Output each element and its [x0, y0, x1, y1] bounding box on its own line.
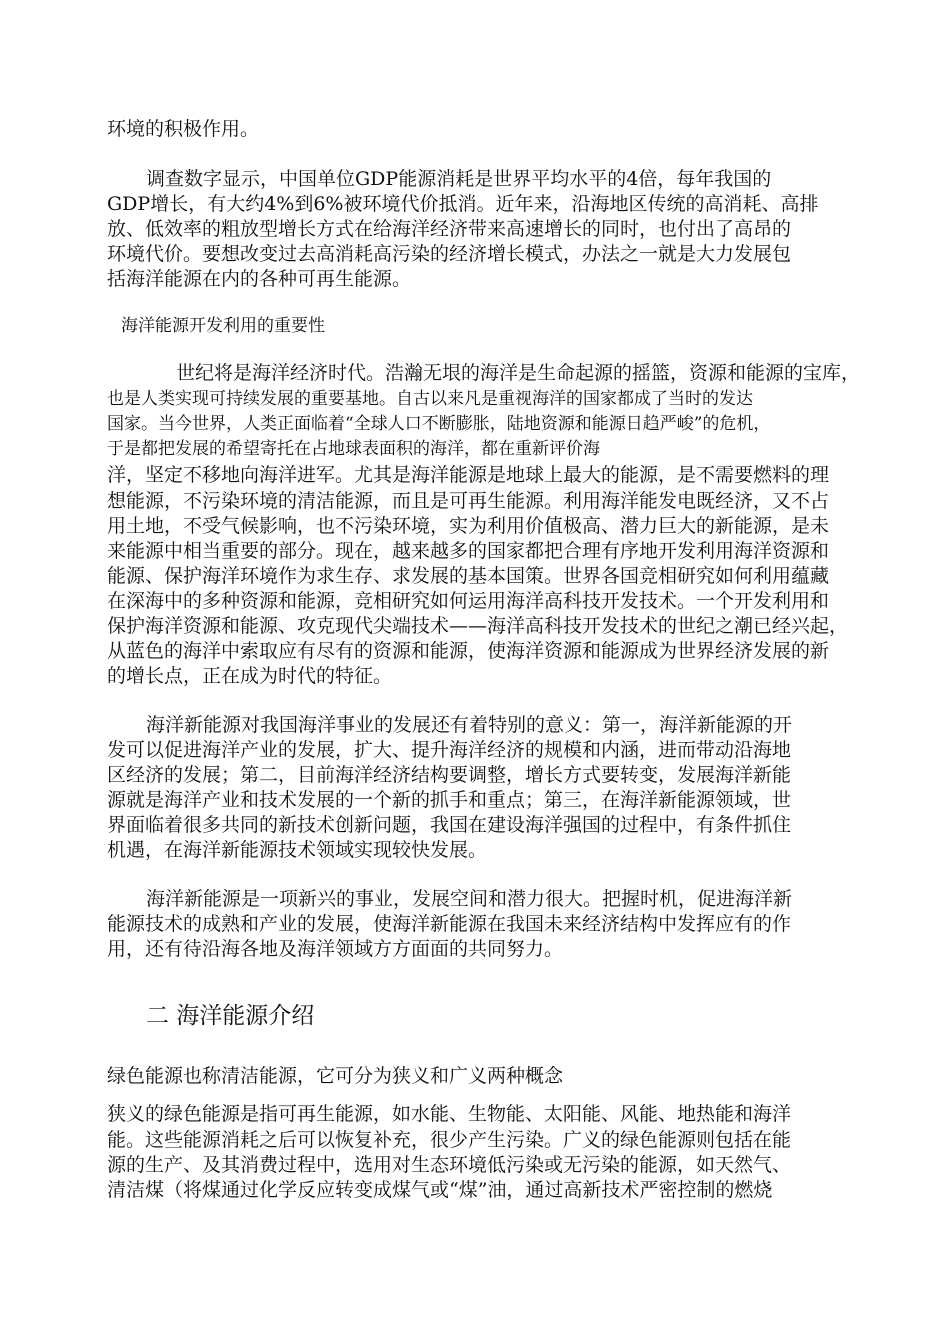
text-line: 源的生产、及其消费过程中，选用对生态环境低污染或无污染的能源，如天然气、: [107, 1154, 792, 1176]
text-line: 括海洋能源在内的各种可再生能源。: [107, 268, 412, 290]
text-line: 绿色能源也称清洁能源，它可分为狭义和广义两种概念: [107, 1065, 564, 1087]
section-heading: 二 海洋能源介绍: [146, 1003, 315, 1029]
text-line: 调查数字显示，中国单位GDP能源消耗是世界平均水平的4倍，每年我国的: [146, 168, 772, 190]
subheading: 海洋能源开发利用的重要性: [121, 316, 325, 336]
text-line: 能源技术的成熟和产业的发展，使海洋新能源在我国未来经济结构中发挥应有的作: [107, 913, 792, 935]
text-line: 洋，坚定不移地向海洋进军。尤其是海洋能源是地球上最大的能源，是不需要燃料的理: [107, 464, 830, 486]
text-line: 环境的积极作用。: [107, 118, 260, 140]
text-line: 能。这些能源消耗之后可以恢复补充，很少产生污染。广义的绿色能源则包括在能: [107, 1129, 792, 1151]
text-line: 用，还有待沿海各地及海洋领域方方面面的共同努力。: [107, 938, 564, 960]
text-line: 想能源，不污染环境的清洁能源，而且是可再生能源。利用海洋能发电既经济，又不占: [107, 490, 830, 512]
text-line: 的增长点，正在成为时代的特征。: [107, 665, 393, 687]
text-line: 于是都把发展的希望寄托在占地球表面积的海洋，都在重新评价海: [107, 439, 600, 459]
text-line: 来能源中相当重要的部分。现在，越来越多的国家都把合理有序地开发利用海洋资源和: [107, 540, 830, 562]
text-line: 海洋新能源是一项新兴的事业，发展空间和潜力很大。把握时机，促进海洋新: [146, 888, 793, 910]
text-line: 环境代价。要想改变过去高消耗高污染的经济增长模式，办法之一就是大力发展包: [107, 243, 792, 265]
text-line: 能源、保护海洋环境作为求生存、求发展的基本国策。世界各国竞相研究如何利用蕴藏: [107, 565, 830, 587]
text-line: 世纪将是海洋经济时代。浩瀚无垠的海洋是生命起源的摇篮，资源和能源的宝库，: [176, 362, 861, 384]
text-line: 从蓝色的海洋中索取应有尽有的资源和能源，使海洋资源和能源成为世界经济发展的新: [107, 640, 830, 662]
text-line: 国家。当今世界，人类正面临着“全球人口不断膨胀，陆地资源和能源日趋严峻”的危机，: [107, 414, 771, 434]
text-line: 清洁煤（将煤通过化学反应转变成煤气或“煤”油，通过高新技术严密控制的燃烧: [107, 1179, 773, 1201]
text-line: 狭义的绿色能源是指可再生能源，如水能、生物能、太阳能、风能、地热能和海洋: [107, 1103, 792, 1125]
text-line: 海洋新能源对我国海洋事业的发展还有着特别的意义：第一，海洋新能源的开: [146, 714, 793, 736]
text-line: 发可以促进海洋产业的发展，扩大、提升海洋经济的规模和内涵，进而带动沿海地: [107, 739, 792, 761]
text-line: 用土地，不受气候影响，也不污染环境，实为利用价值极高、潜力巨大的新能源，是未: [107, 515, 830, 537]
text-line: 源就是海洋产业和技术发展的一个新的抓手和重点；第三，在海洋新能源领域，世: [107, 789, 792, 811]
text-line: GDP增长，有大约4%到6%被环境代价抵消。近年来，沿海地区传统的高消耗、高排: [107, 193, 819, 215]
text-line: 放、低效率的粗放型增长方式在给海洋经济带来高速增长的同时，也付出了高昂的: [107, 218, 792, 240]
text-line: 也是人类实现可持续发展的重要基地。自古以来凡是重视海洋的国家都成了当时的发达: [107, 389, 753, 409]
text-line: 界面临着很多共同的新技术创新问题，我国在建设海洋强国的过程中，有条件抓住: [107, 814, 792, 836]
text-line: 区经济的发展；第二，目前海洋经济结构要调整，增长方式要转变，发展海洋新能: [107, 764, 792, 786]
text-line: 保护海洋资源和能源、攻克现代尖端技术——海洋高科技开发技术的世纪之潮已经兴起，: [107, 615, 849, 637]
text-line: 在深海中的多种资源和能源，竞相研究如何运用海洋高科技开发技术。一个开发利用和: [107, 590, 830, 612]
text-line: 机遇，在海洋新能源技术领域实现较快发展。: [107, 839, 488, 861]
